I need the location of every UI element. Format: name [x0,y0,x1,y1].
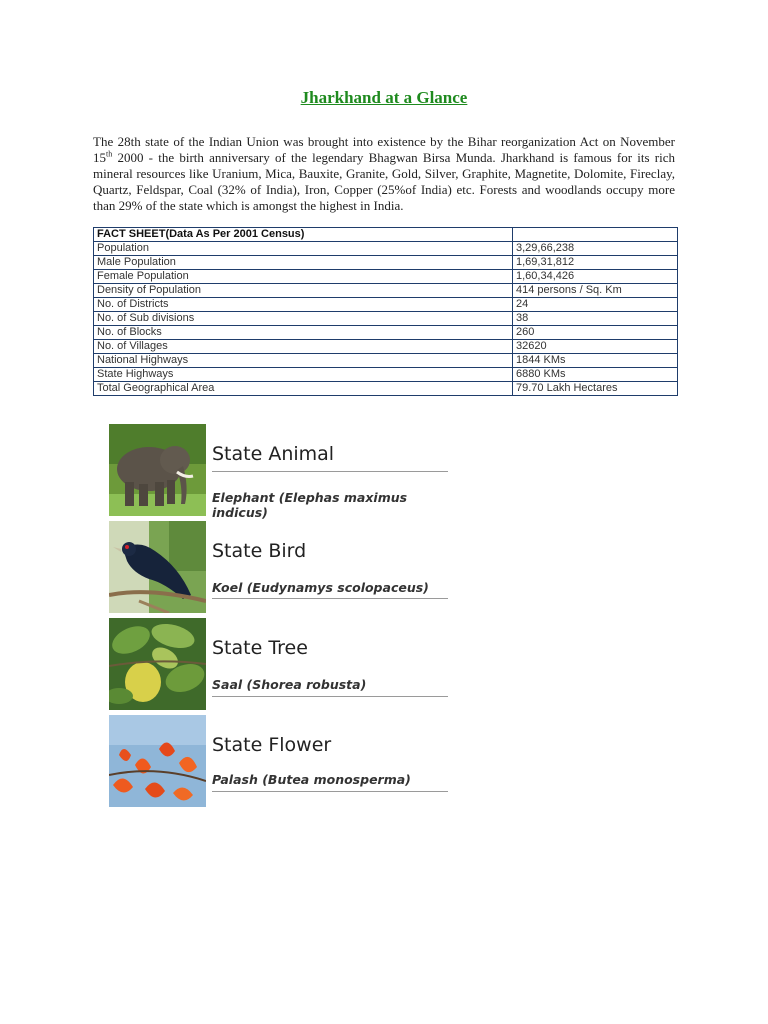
caption-divider [212,598,448,599]
elephant-photo [109,424,206,516]
table-row [94,326,678,340]
fact-label: No. of Blocks [94,326,513,340]
table-row [94,270,678,284]
state-bird-caption: Koel (Eudynamys scolopaceus) [212,580,429,595]
table-row [94,368,678,382]
fact-value: 32620 [513,340,678,354]
fact-value: 3,29,66,238 [513,242,678,256]
state-bird-block [109,521,449,618]
table-row [94,340,678,354]
state-flower-block [109,715,449,812]
table-row [94,382,678,396]
table-row [94,242,678,256]
table-row [94,354,678,368]
state-tree-heading: State Tree [212,637,308,659]
fact-value: 6880 KMs [513,368,678,382]
fact-sheet-header: FACT SHEET(Data As Per 2001 Census) [94,228,513,242]
table-row [94,284,678,298]
fact-value: 414 persons / Sq. Km [513,284,678,298]
intro-paragraph [93,134,675,214]
fact-sheet-table [93,227,678,396]
fact-label: Population [94,242,513,256]
intro-superscript: th [106,149,113,159]
saal-leaves-photo [109,618,206,710]
state-tree-caption: Saal (Shorea robusta) [212,677,367,692]
fact-label: No. of Villages [94,340,513,354]
fact-value: 24 [513,298,678,312]
state-animal-caption: Elephant (Elephas maximus indicus) [212,490,408,520]
state-tree-block [109,618,449,715]
caption-divider [212,791,448,792]
fact-label: Female Population [94,270,513,284]
fact-label: Male Population [94,256,513,270]
fact-sheet-header-row [94,228,678,242]
fact-value: 1,60,34,426 [513,270,678,284]
fact-value: 38 [513,312,678,326]
koel-bird-photo [109,521,206,613]
fact-label: Total Geographical Area [94,382,513,396]
intro-text-part2: 2000 - the birth anniversary of the legendary Bhagwan Birsa Munda. Jharkhand is famous for its rich mineral resources like Uranium, Mica, Bauxite, Granite, Gold, Silver, Graphite, Magnetite, Dolomite, Fireclay, Quartz, Feldspar, Coal (32% of India), Iron, Copper (25%of India) etc. Forests and woodlands occupy more than 29% of the state which is amongst the highest in India. [93,150,675,213]
fact-value: 79.70 Lakh Hectares [513,382,678,396]
table-row [94,256,678,270]
state-flower-caption: Palash (Butea monosperma) [212,772,411,787]
fact-label: No. of Districts [94,298,513,312]
fact-label: State Highways [94,368,513,382]
fact-sheet-header-empty [513,228,678,242]
fact-label: Density of Population [94,284,513,298]
fact-value: 1,69,31,812 [513,256,678,270]
fact-label: National Highways [94,354,513,368]
fact-label: No. of Sub divisions [94,312,513,326]
table-row [94,312,678,326]
fact-value: 1844 KMs [513,354,678,368]
table-row [94,298,678,312]
intro-text-part1: The 28th state of the Indian Union was brought into existence by the Bihar reorganization Act on November 15 [93,134,675,165]
state-animal-heading: State Animal [212,443,335,465]
state-symbols [109,424,449,812]
state-flower-heading: State Flower [212,734,332,756]
page-title: Jharkhand at a Glance [300,88,468,107]
state-animal-block [109,424,449,521]
palash-flower-photo [109,715,206,807]
caption-divider [212,696,448,697]
state-bird-heading: State Bird [212,540,307,562]
fact-value: 260 [513,326,678,340]
heading-divider [212,471,448,472]
